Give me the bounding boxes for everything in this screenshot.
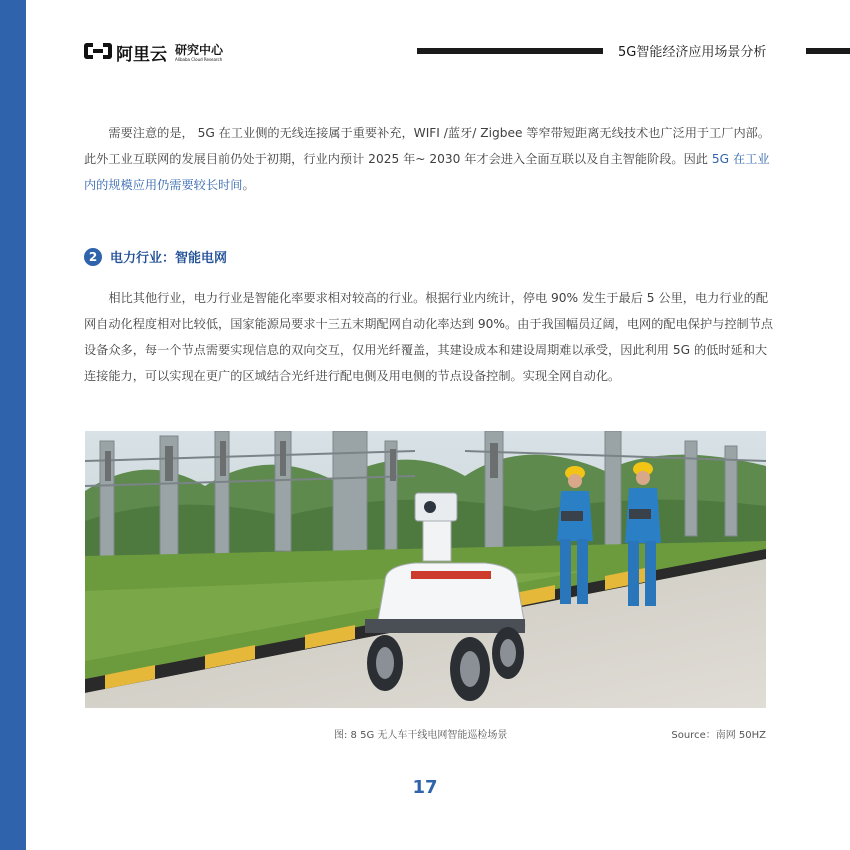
header-rule-right xyxy=(806,48,850,54)
figure-source: Source：南网 50HZ xyxy=(671,730,766,741)
paragraph-industrial: 需要注意的是， 5G 在工业侧的无线连接属于重要补充，WIFI /蓝牙/ Zigbee 等窄带短距离无线技术也广泛用于工厂内部。此外工业互联网的发展目前仍处于初期，行业内预计 2025 年~ 2030 年才会进入全面互联以及自主智能阶段。因此 5G 在工业内的规模应用仍需要较长时间。 xyxy=(84,126,771,192)
section-heading xyxy=(84,247,227,266)
highlight-text: 5G 在工业内的规模应用仍需要较长时间 xyxy=(84,152,770,192)
alibaba-cloud-logo xyxy=(84,40,223,65)
header-rule-left xyxy=(417,48,603,54)
figure-caption: 图: 8 5G 无人车干线电网智能巡检场景 xyxy=(334,730,508,741)
inspection-robot-photo xyxy=(85,431,766,708)
left-accent-bar xyxy=(0,0,26,850)
logo-name: 阿里云 xyxy=(116,45,167,65)
header-title: 5G智能经济应用场景分析 xyxy=(618,45,767,60)
section-title: 电力行业：智能电网 xyxy=(110,251,228,266)
page-number: 17 xyxy=(412,777,438,798)
logo-subtitle-en: Alibaba Cloud Research xyxy=(175,56,223,62)
logo-subtitle: 研究中心 xyxy=(175,42,224,57)
paragraph-power: 相比其他行业，电力行业是智能化率要求相对较高的行业。根据行业内统计，停电 90% 发生于最后 5 公里，电力行业的配网自动化程度相对比较低，国家能源局要求十三五末期配网自动化率达到 90%。由于我国幅员辽阔，电网的配电保护与控制节点设备众多，每一个节点需要实现信息的双向交互，仅用光纤覆盖，其建设成本和建设周期难以承受，因此利用 5G 的低时延和大连接能力，可以实现在更广的区域结合光纤进行配电侧及用电侧的节点设备控制。实现全网自动化。 xyxy=(84,291,774,383)
alibaba-cloud-logo-icon xyxy=(84,43,112,63)
section-number-badge: 2 xyxy=(84,248,102,266)
